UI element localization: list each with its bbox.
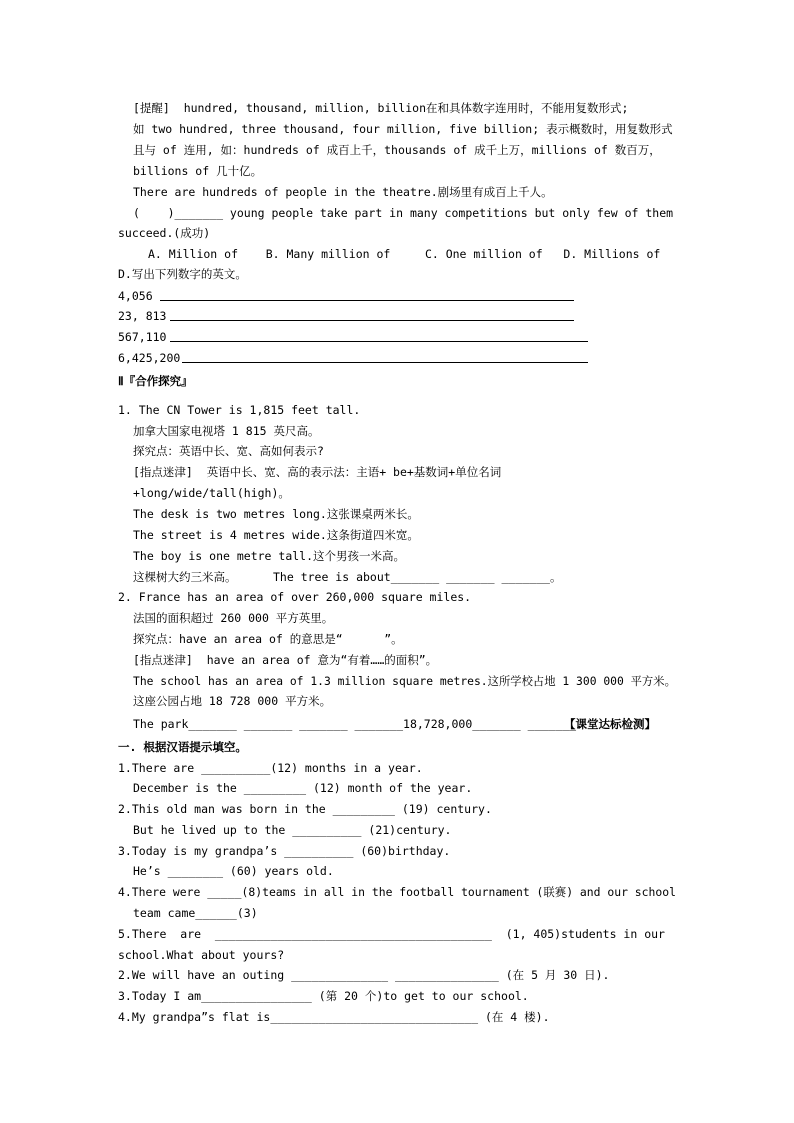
answer-line-1[interactable] [160, 300, 574, 301]
item1-line-3: 探究点：英语中长、宽、高如何表示? [133, 444, 324, 458]
reminder-line-4: billions of 几十亿。 [133, 164, 263, 178]
exercise-5a: 5.There are ________________________________________ (1, 405)students in our [118, 927, 665, 941]
item1-line-9-english: The tree is about_______ _______ _______。 [273, 570, 562, 584]
fill-2: 2.We will have an outing ______________ _______________ (在 5 月 30 日). [118, 968, 610, 982]
number-label-2: 23, 813 [118, 309, 167, 323]
item2-line-2: 法国的面积超过 260 000 平方英里。 [133, 611, 334, 625]
number-label-1: 4,056 [118, 289, 153, 303]
item1-line-6: The desk is two metres long.这张课桌两米长。 [133, 507, 419, 521]
exercise-4b: team came______(3) [133, 906, 258, 920]
item2-line-1: 2. France has an area of over 260,000 square miles. [118, 590, 472, 604]
exercise-1a: 1.There are __________(12) months in a year. [118, 761, 423, 775]
item2-line-7: The park_______ _______ _______ _______18,728,000_______ _______. [133, 717, 584, 731]
question-line-2: succeed.(成功) [118, 226, 211, 240]
exercise-2a: 2.This old man was born in the _________ (19) century. [118, 802, 492, 816]
item2-line-3: 探究点：have an area of 的意思是“ ”。 [133, 632, 403, 646]
item2-line-6: 这座公园占地 18 728 000 平方米。 [133, 694, 332, 708]
item1-line-9-chinese: 这棵树大约三米高。 [133, 570, 237, 584]
item2-line-5: The school has an area of 1.3 million square metres.这所学校占地 1 300 000 平方米。 [133, 674, 676, 688]
question-options: A. Million of B. Many million of C. One million of D. Millions of [148, 247, 661, 261]
item1-line-7: The street is 4 metres wide.这条街道四米宽。 [133, 528, 419, 542]
exercise-1b: December is the _________ (12) month of the year. [133, 781, 473, 795]
exercise-3b: He’s ________ (60) years old. [133, 864, 334, 878]
item1-line-2: 加拿大国家电视塔 1 815 英尺高。 [133, 424, 320, 438]
number-label-4: 6,425,200 [118, 351, 181, 365]
reminder-line-2: 如 two hundred, three thousand, four million, five billion; 表示概数时，用复数形式 [133, 122, 673, 136]
reminder-line-3: 且与 of 连用, 如：hundreds of 成百上千，thousands of 成千上万，millions of 数百万， [133, 143, 661, 157]
exercise-title: 一. 根据汉语提示填空。 [118, 740, 247, 754]
reminder-line-1: [提醒] hundred, thousand, million, billion在和具体数字连用时，不能用复数形式; [133, 101, 629, 115]
fill-4: 4.My grandpa”s flat is______________________________ (在 4 楼). [118, 1010, 550, 1024]
answer-line-2[interactable] [170, 320, 574, 321]
exercise-2b: But he lived up to the __________ (21)century. [133, 823, 452, 837]
fill-3: 3.Today I am________________ (第 20 个)to get to our school. [118, 989, 529, 1003]
exercise-4a: 4.There were _____(8)teams in all in the football tournament (联赛) and our school [118, 885, 676, 899]
question-line-1: ( )_______ young people take part in many competitions but only few of them [133, 206, 674, 220]
answer-line-4[interactable] [182, 362, 588, 363]
answer-line-3[interactable] [170, 341, 588, 342]
reminder-example: There are hundreds of people in the theatre.剧场里有成百上千人。 [133, 185, 553, 199]
section-heading-class-test: 【课堂达标检测】 [564, 717, 656, 731]
item1-line-5: +long/wide/tall(high)。 [133, 486, 290, 500]
item2-line-4: [指点迷津] have an area of 意为“有着……的面积”。 [133, 653, 438, 667]
exercise-5b: school.What about yours? [118, 948, 285, 962]
exercise-3a: 3.Today is my grandpa’s __________ (60)birthday. [118, 844, 451, 858]
number-label-3: 567,110 [118, 330, 167, 344]
item1-line-8: The boy is one metre tall.这个男孩一米高。 [133, 549, 406, 563]
instruction-line: D.写出下列数字的英文。 [118, 267, 247, 281]
section-title: Ⅱ『合作探究』 [118, 374, 193, 388]
item1-line-4: [指点迷津] 英语中长、宽、高的表示法：主语+ be+基数词+单位名词 [133, 465, 502, 479]
item1-line-1: 1. The CN Tower is 1,815 feet tall. [118, 403, 361, 417]
